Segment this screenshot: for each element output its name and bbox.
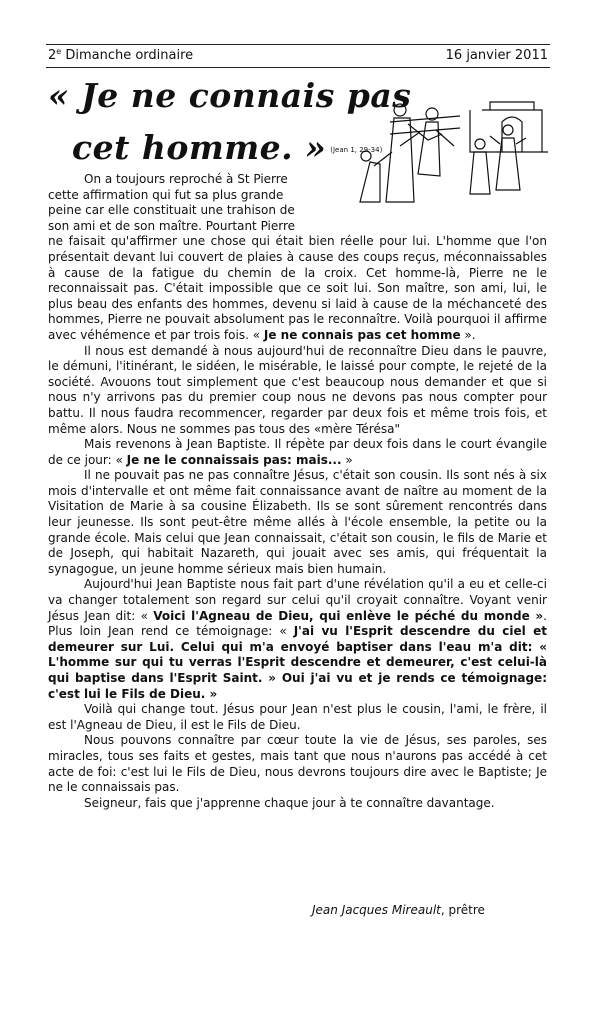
text-line: cette affirmation qui fut sa plus grande [48,187,284,202]
scripture-reference: (Jean 1, 29-34) [330,146,383,154]
signature: Jean Jacques Mireault, prêtre [312,903,485,917]
text-line: son ami et de son maître. Pourtant Pierre [48,218,296,233]
sermon-body [48,172,547,811]
paragraph-1: ne faisait qu'affirmer une chose qui était bien réelle pour lui. L'homme que l'on présentait devant lui couvert de plaies à cause des coups reçus, méconnaissables à cause de la fatigue du chemin de la croix. Cet homme-là, Pierre ne le reconnaissait pas. C'était impossible que ce soit lui. Son maître, son ami, lui, le plus beau des enfants des hommes, devenu si laid à cause de la méchanceté des hommes, Pierre ne pouvait absolument pas le reconnaître. Voilà pourquoi il affirme avec véhémence et par trois fois. « Je ne connais pas cet homme ». [48,234,547,342]
paragraph-7: Nous pouvons connaître par cœur toute la vie de Jésus, ses paroles, ses miracles, tous ses faits et gestes, mais tant que nous n'aurons pas accédé à cet acte de foi: c'est lui le Fils de Dieu, nous devrons toujours dire avec le Baptiste; Je ne le connaissais pas. [48,733,547,795]
paragraph-1-intro [48,172,332,188]
paragraph-2: Il nous est demandé à nous aujourd'hui de reconnaître Dieu dans le pauvre, le démuni, l'itinérant, le sidéen, le misérable, le laissé pour compte, le rejeté de la société. Avouons tout simplement que c'est beaucoup nous demander et que si nous n'y arrivons pas du premier coup nous ne devons pas nous compter pour battu. Il nous faudra recommencer, regarder par deux fois et même trois fois, et même alors. Nous ne sommes pas tous des «mère Térésa" [48,343,547,436]
text-line: On a toujours reproché à St Pierre [84,172,288,186]
text-line: peine car elle constituait une trahison de [48,203,295,218]
paragraph-1-wrap [48,188,332,235]
paragraph-8: Seigneur, fais que j'apprenne chaque jour à te connaître davantage. [84,795,495,810]
paragraph-4: Il ne pouvait pas ne pas connaître Jésus, c'était son cousin. Ils sont nés à six mois d'intervalle et ont même fait connaissance avant de naître au moment de la Visitation de Marie à sa cousine Élizabeth. Ils se sont sûrement rencontrés dans leur jeunesse. Ils sont peut-être même allés à l'école ensemble, la petite ou la grande école. Mais celui que Jean connaissait, c'était son cousin, le fils de Marie et de Joseph, qui habitait Nazareth, qui jouait avec ses amis, qui fréquentait la synagogue, un jeune homme sérieux mais bien humain. [48,468,547,576]
page-header [46,44,550,68]
liturgical-day: 2e Dimanche ordinaire [48,47,194,63]
paragraph-3: Mais revenons à Jean Baptiste. Il répète par deux fois dans le court évangile de ce jour: « Je ne le connaissais pas: mais... » [48,437,547,467]
paragraph-6: Voilà qui change tout. Jésus pour Jean n'est plus le cousin, l'ami, le frère, il est l'Agneau de Dieu, il est le Fils de Dieu. [48,702,547,732]
title-line-1: « Je ne connais pas [48,76,412,115]
paragraph-5: Aujourd'hui Jean Baptiste nous fait part d'une révélation qu'il a eu et celle-ci va changer totalement son regard sur celui qu'il croyait connaître. Voyant venir Jésus Jean dit: « Voici l'Agneau de Dieu, qui enlève le péché du monde ». Plus loin Jean rend ce témoignage: « J'ai vu l'Esprit descendre du ciel et demeurer sur Lui. Celui qui m'a envoyé baptiser dans l'eau m'a dit: « L'homme sur qui tu verras l'Esprit descendre et demeurer, c'est celui-là qui baptise dans l'Esprit Saint. » Oui j'ai vu et je rends ce témoignage: c'est lui le Fils de Dieu. » [48,577,547,701]
title-line-2: cet homme. » (Jean 1, 29-34) [72,128,383,167]
header-date: 16 janvier 2011 [445,48,548,63]
